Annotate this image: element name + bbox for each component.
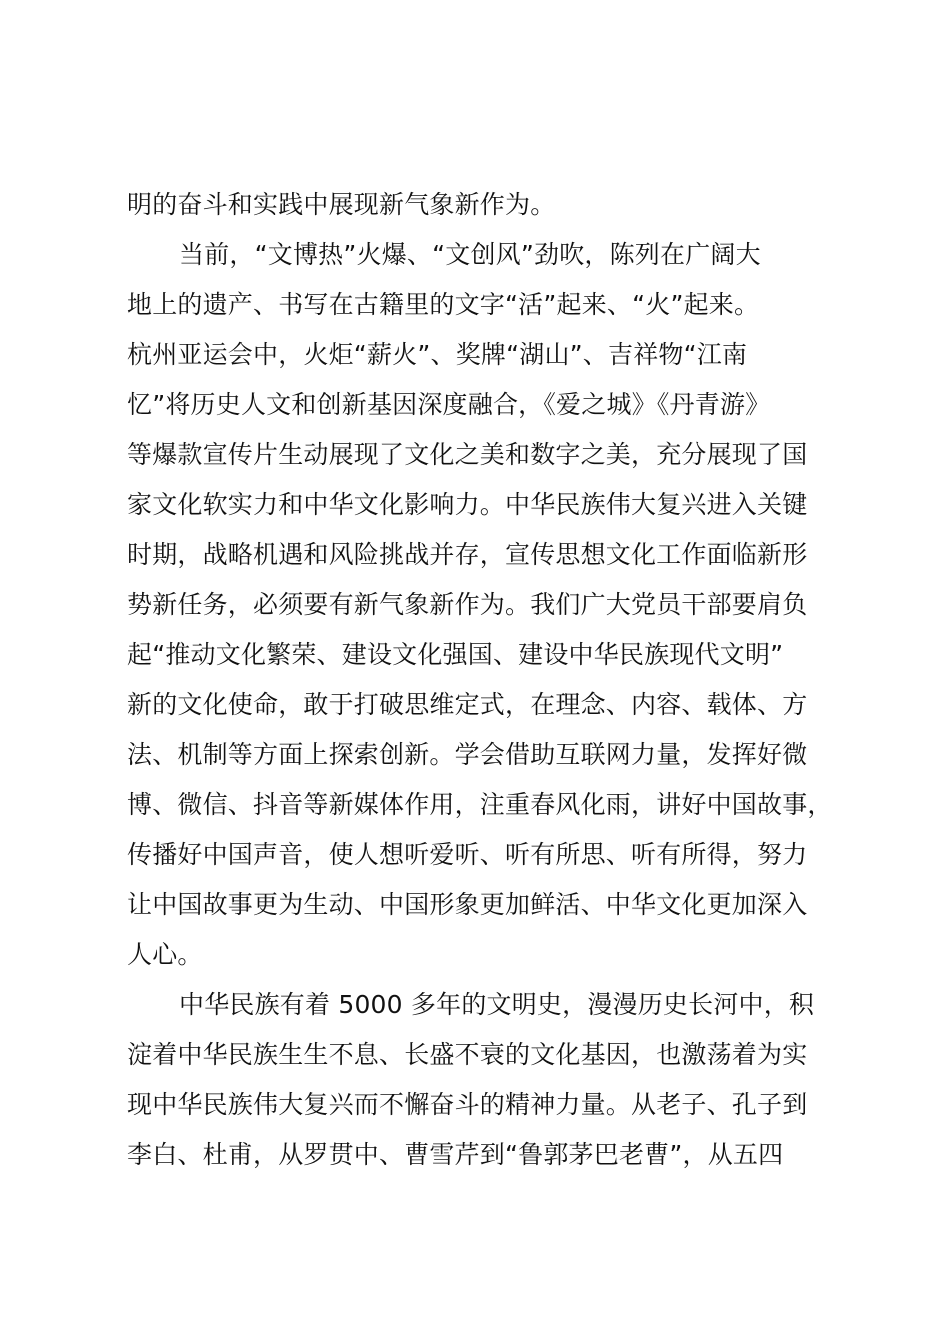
text-line: 明的奋斗和实践中展现新气象新作为。 [127, 190, 556, 219]
text-line: 让中国故事更为生动、中国形象更加鲜活、中华文化更加深入 [127, 890, 808, 919]
paragraph-first-line: 中华民族有着 5000 多年的文明史，漫漫历史长河中，积 [179, 990, 815, 1019]
text-line: 家文化软实力和中华文化影响力。中华民族伟大复兴进入关键 [127, 490, 808, 519]
text-line: 淀着中华民族生生不息、长盛不衰的文化基因，也激荡着为实 [127, 1040, 808, 1069]
text-line: 杭州亚运会中，火炬“薪火”、奖牌“湖山”、吉祥物“江南 [127, 340, 748, 369]
text-line: 等爆款宣传片生动展现了文化之美和数字之美，充分展现了国 [127, 440, 808, 469]
paragraph-first-line: 当前，“文博热”火爆、“文创风”劲吹，陈列在广阔大 [179, 240, 761, 269]
text-line: 起“推动文化繁荣、建设文化强国、建设中华民族现代文明” [127, 640, 784, 669]
text-line: 地上的遗产、书写在古籍里的文字“活”起来、“火”起来。 [127, 290, 760, 319]
text-line: 传播好中国声音，使人想听爱听、听有所思、听有所得，努力 [127, 840, 808, 869]
text-line: 法、机制等方面上探索创新。学会借助互联网力量，发挥好微 [127, 740, 808, 769]
body-text [127, 180, 867, 1180]
text-line: 势新任务，必须要有新气象新作为。我们广大党员干部要肩负 [127, 590, 808, 619]
text-line: 博、微信、抖音等新媒体作用，注重春风化雨，讲好中国故事， [127, 790, 833, 819]
text-line: 忆”将历史人文和创新基因深度融合，《爱之城》《丹青游》 [127, 390, 771, 419]
text-line: 人心。 [127, 940, 203, 969]
text-line: 现中华民族伟大复兴而不懈奋斗的精神力量。从老子、孔子到 [127, 1090, 808, 1119]
text-line: 李白、杜甫，从罗贯中、曹雪芹到“鲁郭茅巴老曹”，从五四 [127, 1140, 784, 1169]
text-line: 新的文化使命，敢于打破思维定式，在理念、内容、载体、方 [127, 690, 808, 719]
text-line: 时期，战略机遇和风险挑战并存，宣传思想文化工作面临新形 [127, 540, 808, 569]
